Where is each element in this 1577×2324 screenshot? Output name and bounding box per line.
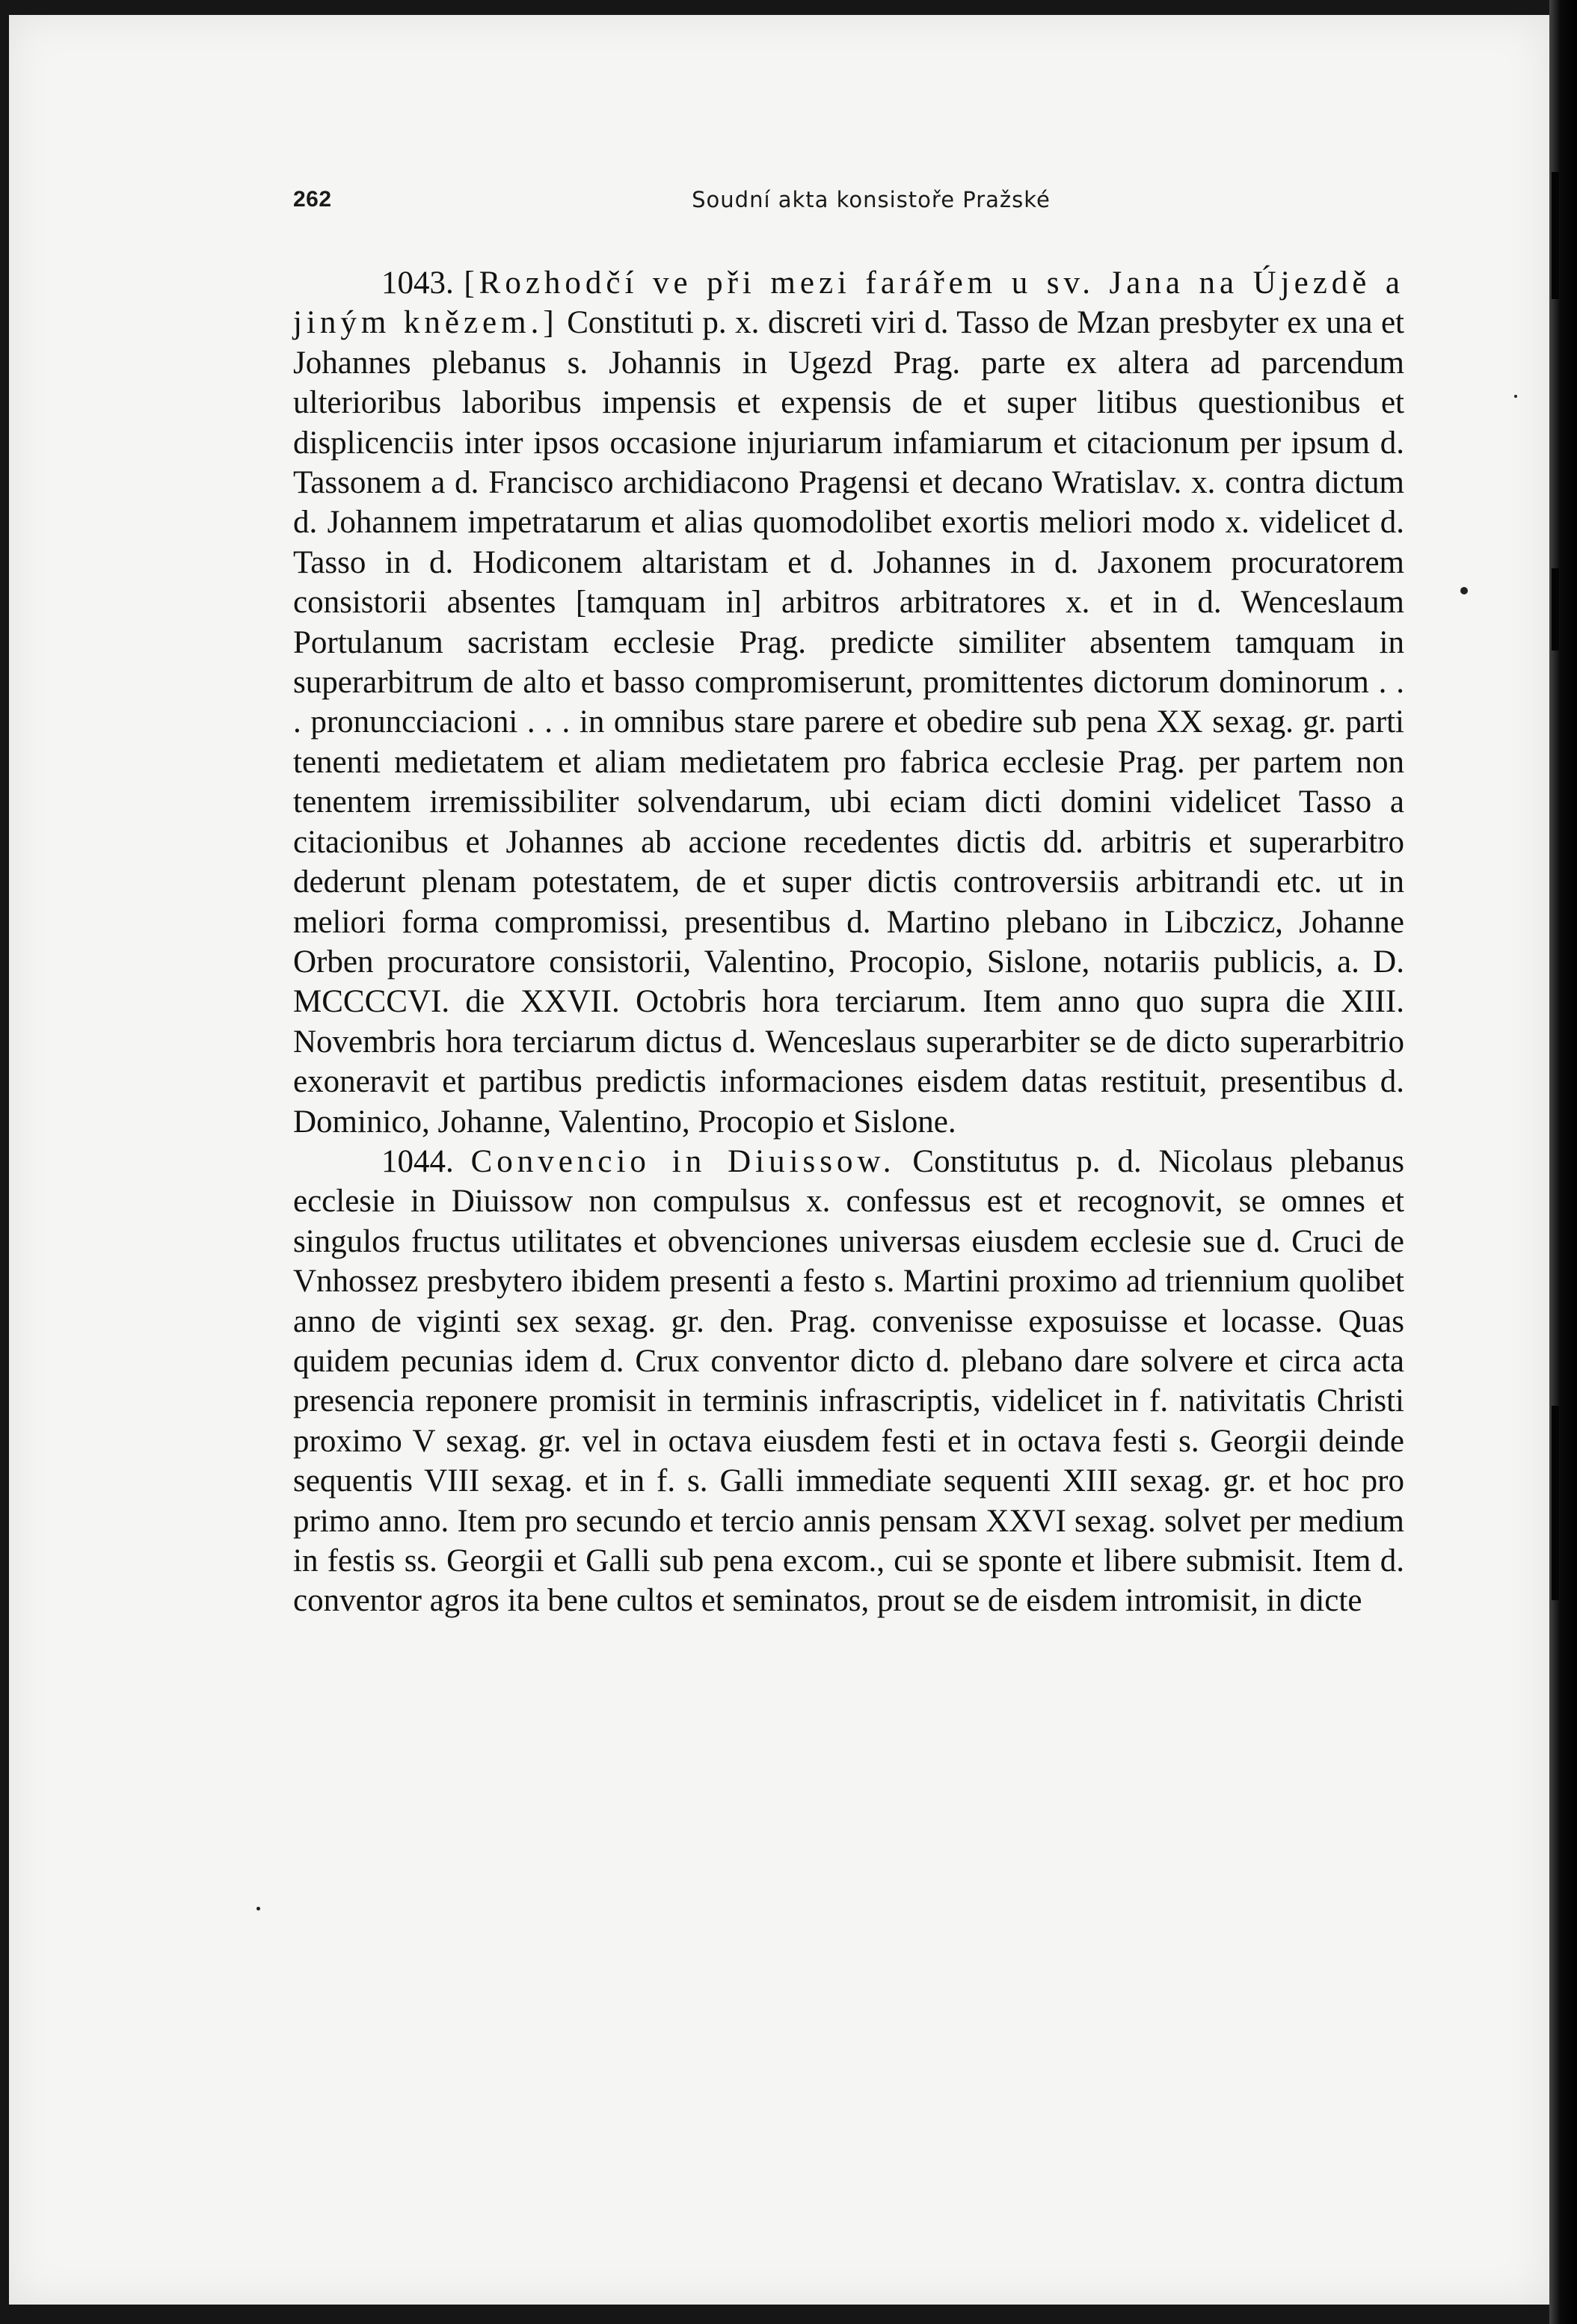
entry-number: 1044. bbox=[381, 1143, 454, 1179]
scan-speck bbox=[1460, 587, 1468, 594]
body-text bbox=[293, 263, 1404, 1621]
edge-mark bbox=[1552, 568, 1559, 651]
running-title: Soudní akta konsistoře Pražské bbox=[692, 187, 1051, 212]
entry-heading: Convencio in Diuissow. bbox=[470, 1143, 896, 1179]
edge-mark bbox=[1552, 172, 1559, 299]
entry-number: 1043. bbox=[381, 265, 454, 301]
entry-heading: [Rozhodčí ve při mezi farářem u sv. Jana na Újezdě a jiným knězem.] bbox=[293, 265, 1405, 341]
running-head bbox=[293, 187, 1404, 224]
entry-1044 bbox=[293, 1142, 1404, 1621]
entry-1043 bbox=[293, 263, 1404, 1142]
page-number: 262 bbox=[293, 187, 332, 212]
edge-mark bbox=[1552, 1406, 1559, 1600]
scan-speck bbox=[1514, 395, 1517, 398]
entry-text: Constituti p. x. discreti viri d. Tasso de Mzan presbyter ex una et Johannes plebanus s. Johannis in Ugezd Prag. parte ex altera ad parcendum ulterioribus laboribus impensis et expensis de et super litibus questionibus et displicenciis inter ipsos occasione injuriarum infamiarum et citacionum per ipsum d. Tassonem a d. Francisco archidiacono Pragensi et decano Wratislav. x. contra dictum d. Johannem impetratarum et alias quomodolibet exortis meliori modo x. videlicet d. Tasso in d. Hodiconem altaristam et d. Johannes in d. Jaxonem procuratorem consistorii absentes [tamquam in] arbitros arbitratores x. et in d. Wenceslaum Portulanum sacristam ecclesie Prag. predicte similiter absentem tamquam in superarbitrum de alto et basso compromiserunt, promittentes dictorum dominorum . . . pronuncciacioni . . . in omnibus stare parere et obedire sub pena XX sexag. gr. parti tenenti medietatem et aliam medietatem pro fabrica ecclesie Prag. per partem non tenentem irremissibiliter solvendarum, ubi eciam dicti domini videlicet Tasso a citacionibus et Johannes ab accione recedentes dictis dd. arbitris et superarbitro dederunt plenam potestatem, de et super dictis controversiis arbitrandi etc. ut in meliori forma compromissi, presentibus d. Martino plebano in Libczicz, Johanne Orben procuratore consistorii, Valentino, Procopio, Sislone, notariis publicis, a. D. MCCCCVI. die XXVII. Octobris hora terciarum. Item anno quo supra die XIII. Novembris hora terciarum dictus d. Wenceslaus superarbiter se de dicto superarbitrio exoneravit et partibus predictis informaciones eisdem datas restituit, presentibus d. Dominico, Johanne, Valentino, Procopio et Sislone. bbox=[293, 305, 1405, 1140]
page-gutter-shadow bbox=[1549, 0, 1577, 2324]
scan-speck bbox=[256, 1907, 260, 1910]
entry-text: Constitutus p. d. Nicolaus plebanus ecclesie in Diuissow non compulsus x. confessus est et recognovit, se omnes et singulos fructus utilitates et obvenciones universas eiusdem ecclesie sue d. Cruci de Vnhossez presbytero ibidem presenti a festo s. Martini proximo ad triennium quolibet anno de viginti sex sexag. gr. den. Prag. convenisse exposuisse et locasse. Quas quidem pecunias idem d. Crux conventor dicto d. plebano dare solvere et circa acta presencia reponere promisit in terminis infrascriptis, videlicet in f. nativitatis Christi proximo V sexag. gr. vel in octava eiusdem festi et in octava festi s. Georgii deinde sequentis VIII sexag. et in f. s. Galli immediate sequenti XIII sexag. gr. et hoc pro primo anno. Item pro secundo et tercio annis pensam XXVI sexag. solvet per medium in festis ss. Georgii et Galli sub pena excom., cui se sponte et libere submisit. Item d. conventor agros ita bene cultos et seminatos, prout se de eisdem intromisit, in dicte bbox=[293, 1143, 1405, 1619]
